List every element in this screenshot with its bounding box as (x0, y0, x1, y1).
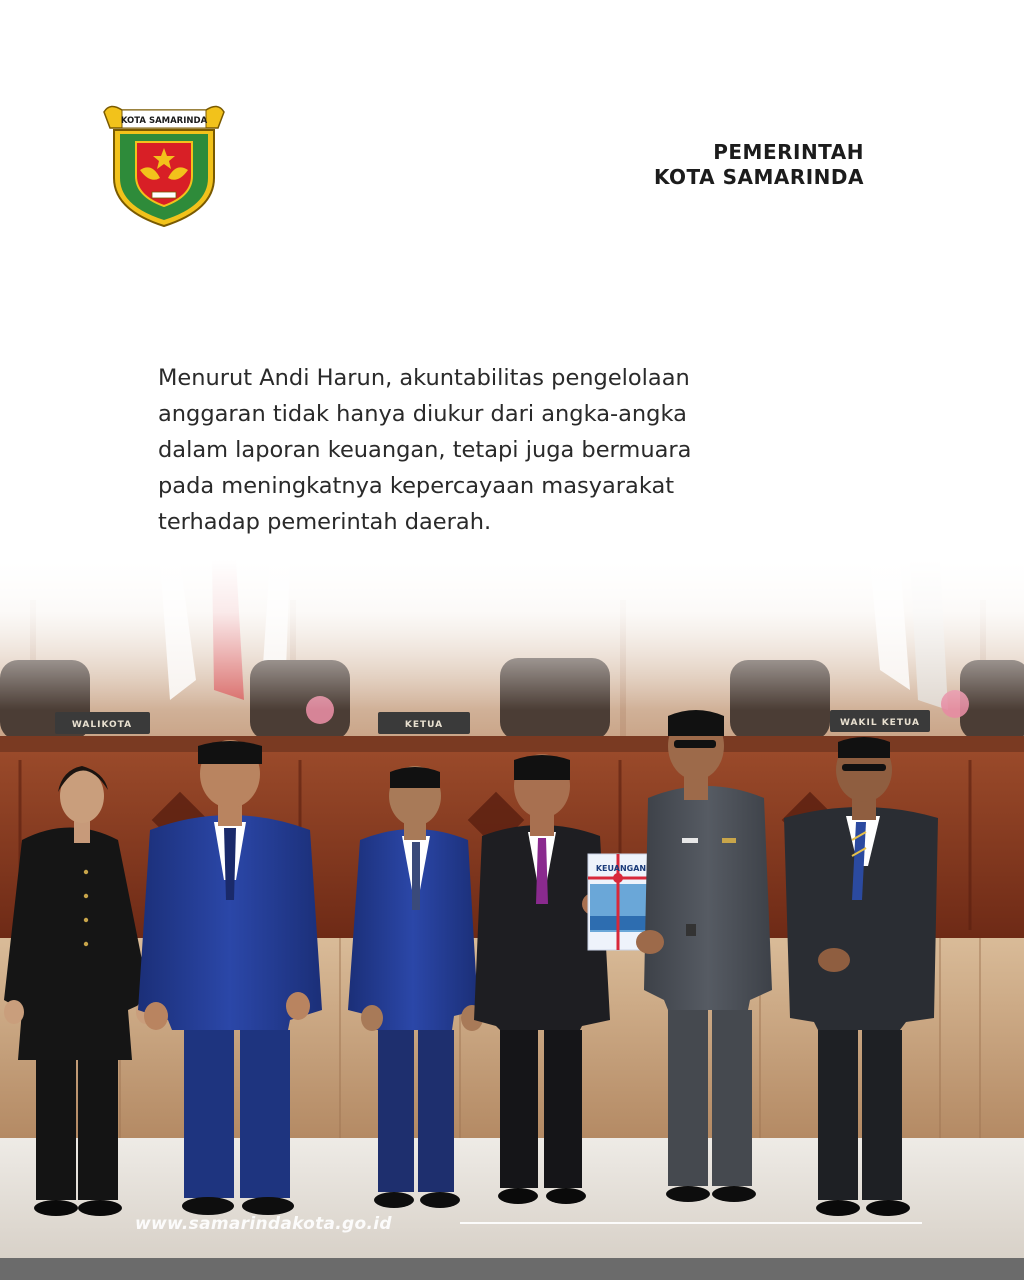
quote-line: dalam laporan keuangan, tetapi juga bermuara (158, 437, 692, 463)
website-underline (460, 1222, 922, 1224)
title-line-1: PEMERINTAH (713, 140, 864, 164)
top-fade-overlay (0, 560, 1024, 710)
quote-line: terhadap pemerintah daerah. (158, 509, 492, 535)
nameplate-wakil-ketua: WAKIL KETUA (840, 718, 920, 728)
quote-line: anggaran tidak hanya diukur dari angka-angka (158, 401, 687, 427)
logo-ribbon-text: KOTA SAMARINDA (120, 116, 208, 126)
nameplate-ketua: KETUA (404, 720, 444, 730)
website-watermark: www.samarindakota.go.id (135, 1214, 392, 1234)
title-line-2: KOTA SAMARINDA (653, 165, 864, 189)
ceremony-photo (0, 560, 1024, 1258)
bottom-bar (0, 1258, 1024, 1280)
quote-text (158, 360, 878, 540)
kota-samarinda-logo (100, 98, 228, 228)
quote-line: pada meningkatnya kepercayaan masyarakat (158, 473, 675, 499)
nameplate-walikota: WALIKOTA (71, 720, 133, 730)
quote-line: Menurut Andi Harun, akuntabilitas pengelolaan (158, 365, 690, 391)
document-title: KEUANGAN (595, 864, 647, 873)
government-title (654, 140, 864, 190)
